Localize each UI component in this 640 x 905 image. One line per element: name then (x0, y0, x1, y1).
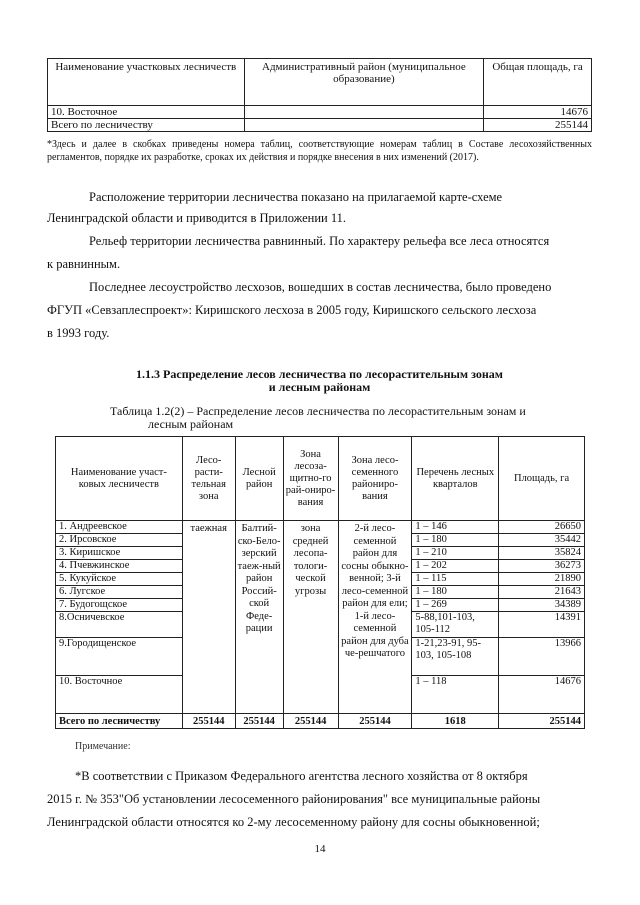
table-row (48, 106, 592, 119)
note-line2: 2015 г. № 353"Об установлении лесосеменного районирования" все муниципальные районы (47, 792, 541, 806)
cell-zone-merged: таежная (182, 521, 235, 714)
section-heading (47, 368, 592, 394)
total-zone: 255144 (182, 714, 235, 729)
header-zone: Лесо-расти-тельная зона (182, 437, 235, 521)
paragraph-survey-line2: ФГУП «Севзаплеспроект»: Киришского лесхоза в 2005 году, Киришского сельского лесхоза (47, 303, 537, 317)
total-seed: 255144 (338, 714, 412, 729)
header-total-area: Общая площадь, га (484, 59, 592, 106)
cell-district (244, 106, 484, 119)
forestry-district-table (47, 58, 592, 132)
cell-area: 14676 (499, 676, 585, 714)
cell-name: 6. Лугское (56, 586, 183, 599)
total-quarters: 1618 (412, 714, 499, 729)
cell-quarters: 1 – 180 (412, 534, 499, 547)
cell-protection-merged: зона средней лесопа-тологи-ческой угрозы (283, 521, 338, 714)
header-admin-district: Административный район (муниципальное образование) (244, 59, 484, 106)
table-caption-line2: лесным районам (148, 417, 234, 431)
cell-name: 10. Восточное (48, 106, 245, 119)
page-number: 14 (314, 843, 326, 855)
cell-quarters: 1-21,23-91, 95-103, 105-108 (412, 638, 499, 676)
cell-name: 8.Осничевское (56, 612, 183, 638)
note-line1: *В соответствии с Приказом Федерального агентства лесного хозяйства от 8 октября (75, 769, 528, 783)
header-seed: Зона лесо-семенного райониро-вания (338, 437, 412, 521)
cell-name: 10. Восточное (56, 676, 183, 714)
cell-quarters: 1 – 115 (412, 573, 499, 586)
cell-name: 9.Городищенское (56, 638, 183, 676)
section-heading-line1: 1.1.3 Распределение лесов лесничества по лесорастительным зонам (136, 367, 503, 381)
paragraph-survey-line1: Последнее лесоустройство лесхозов, вошедших в состав лесничества, было проведено (89, 280, 552, 294)
paragraph-survey-line3: в 1993 году. (47, 326, 110, 340)
header-name: Наименование участ-ковых лесничеств (56, 437, 183, 521)
total-region: 255144 (235, 714, 283, 729)
header-region: Лесной район (235, 437, 283, 521)
cell-name: 1. Андреевское (56, 521, 183, 534)
cell-area: 14391 (499, 612, 585, 638)
cell-area: 35442 (499, 534, 585, 547)
table-row (56, 521, 585, 534)
cell-area: 36273 (499, 560, 585, 573)
cell-quarters: 1 – 210 (412, 547, 499, 560)
cell-quarters: 1 – 202 (412, 560, 499, 573)
footnote: *Здесь и далее в скобках приведены номера таблиц, соответствующие номерам таблиц в Составе лесохозяйственных регламентов, порядке их разработке, сроках их действия и порядке внесения в них изменений (2017). (47, 139, 592, 163)
section-heading-line2: и лесным районам (268, 380, 371, 394)
header-district-name: Наименование участковых лесничеств (48, 59, 245, 106)
cell-area: 34389 (499, 599, 585, 612)
cell-quarters: 1 – 269 (412, 599, 499, 612)
paragraph-relief-line1: Рельеф территории лесничества равнинный. По характеру рельефа все леса относятся (89, 234, 550, 248)
table-caption (110, 405, 570, 431)
cell-area: 35824 (499, 547, 585, 560)
cell-name: Всего по лесничеству (48, 119, 245, 132)
paragraph-location-line2: Ленинградской области и приводится в Приложении 11. (47, 211, 347, 225)
total-label: Всего по лесничеству (56, 714, 183, 729)
cell-area: 26650 (499, 521, 585, 534)
cell-name: 7. Будогощское (56, 599, 183, 612)
cell-quarters: 1 – 180 (412, 586, 499, 599)
paragraph-relief-line2: к равнинным. (47, 257, 121, 271)
note-line3: Ленинградской области относятся ко 2-му лесосеменному району для сосны обыкновенной; (47, 815, 540, 829)
header-area: Площадь, га (499, 437, 585, 521)
forest-zones-table (55, 436, 585, 729)
paragraph-location-line1: Расположение территории лесничества показано на прилагаемой карте-схеме (89, 190, 503, 204)
note-label: Примечание: (75, 741, 131, 752)
header-protection: Зона лесоза-щитно-го рай-ониро-вания (283, 437, 338, 521)
table-caption-line1: Таблица 1.2(2) – Распределение лесов лесничества по лесорастительным зонам и (110, 404, 526, 418)
cell-name: 5. Кукуйское (56, 573, 183, 586)
cell-area: 13966 (499, 638, 585, 676)
table-total-row (56, 714, 585, 729)
cell-area: 21643 (499, 586, 585, 599)
cell-name: 3. Киришское (56, 547, 183, 560)
cell-area: 14676 (484, 106, 592, 119)
cell-area: 255144 (484, 119, 592, 132)
cell-district (244, 119, 484, 132)
cell-region-merged: Балтий-ско-Бело-зерский таеж-ный район Россий-ской Феде-рации (235, 521, 283, 714)
header-quarters: Перечень лесных кварталов (412, 437, 499, 521)
cell-area: 21890 (499, 573, 585, 586)
cell-name: 4. Пчевжинское (56, 560, 183, 573)
cell-seed-merged: 2-й лесо-семенной район для сосны обыкно-венной; 3-й лесо-семенной район для ели; 1-й лесо-семенной район для дуба че-решчатого (338, 521, 412, 714)
total-area: 255144 (499, 714, 585, 729)
total-protection: 255144 (283, 714, 338, 729)
cell-quarters: 1 – 118 (412, 676, 499, 714)
cell-name: 2. Ирсовское (56, 534, 183, 547)
cell-quarters: 1 – 146 (412, 521, 499, 534)
table-row (48, 119, 592, 132)
cell-quarters: 5-88,101-103, 105-112 (412, 612, 499, 638)
